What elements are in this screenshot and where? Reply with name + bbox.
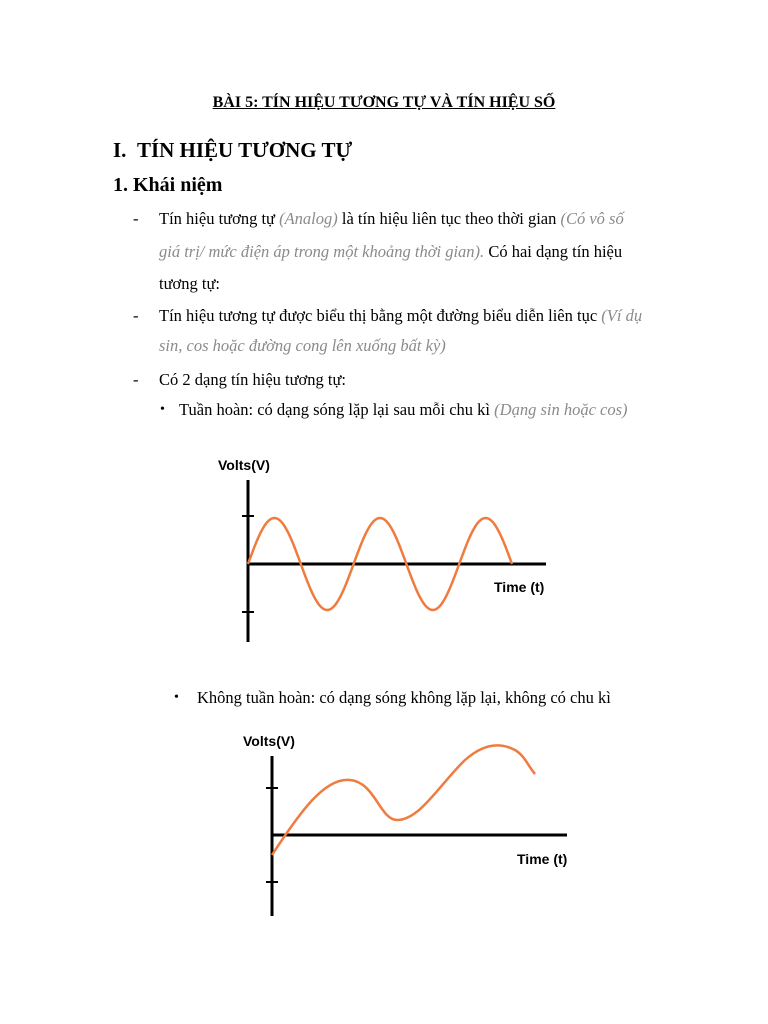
chart2-y-label: Volts(V) xyxy=(243,733,295,749)
chart2-x-label: Time (t) xyxy=(517,851,568,867)
dash-marker: - xyxy=(133,306,139,325)
item1-line2: giá trị/ mức điện áp trong một khoảng thời gian). Có hai dạng tín hiệu xyxy=(159,242,623,261)
dash-marker: - xyxy=(133,370,139,389)
section-title: TÍN HIỆU TƯƠNG TỰ xyxy=(136,138,353,162)
chart1-y-label: Volts(V) xyxy=(218,457,270,473)
chart1-x-label: Time (t) xyxy=(494,579,545,595)
chart2-signal-line xyxy=(272,745,535,855)
item2-line2: sin, cos hoặc đường cong lên xuống bất kỳ) xyxy=(159,336,446,355)
section-heading xyxy=(113,138,352,163)
item1-line1: Tín hiệu tương tự (Analog) là tín hiệu liên tục theo thời gian (Có vô số xyxy=(159,209,624,228)
item2-line1: Tín hiệu tương tự được biểu thị bằng một đường biểu diễn liên tục (Ví dụ xyxy=(159,306,643,325)
non-periodic-signal-chart xyxy=(225,722,585,922)
bullet1-text: Tuần hoàn: có dạng sóng lặp lại sau mỗi chu kì (Dạng sin hoặc cos) xyxy=(179,400,628,419)
section-number: I. xyxy=(113,138,127,162)
item3-text: Có 2 dạng tín hiệu tương tự: xyxy=(159,370,347,389)
periodic-signal-chart xyxy=(200,448,580,648)
subsection-heading: 1. Khái niệm xyxy=(113,174,223,196)
document-title: BÀI 5: TÍN HIỆU TƯƠNG TỰ VÀ TÍN HIỆU SỐ xyxy=(212,94,556,111)
item1-line3: tương tự: xyxy=(159,274,220,293)
dash-marker: - xyxy=(133,209,139,228)
bullet2-text: Không tuần hoàn: có dạng sóng không lặp lại, không có chu kì xyxy=(197,688,611,707)
bullet-marker: • xyxy=(160,402,165,417)
bullet-marker: • xyxy=(174,690,179,705)
